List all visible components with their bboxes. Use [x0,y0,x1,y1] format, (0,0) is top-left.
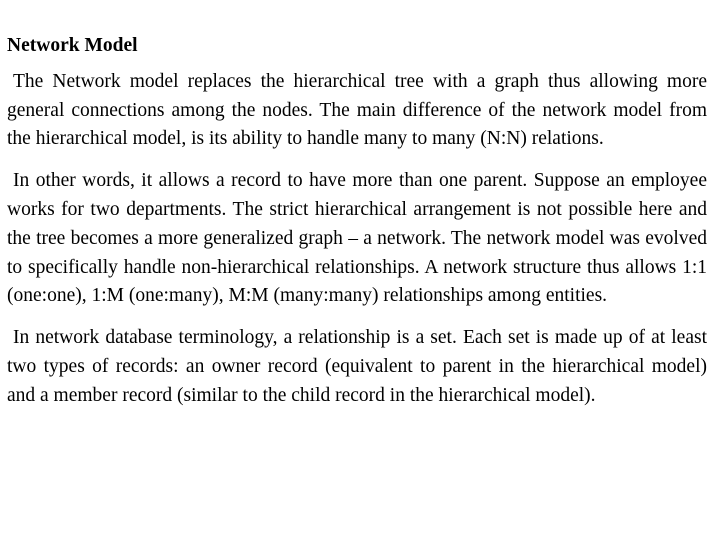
paragraph-set-terminology: In network database terminology, a relationship is a set. Each set is made up of at least two types of records: an owner record (equivalent to parent in the hierarchical model) and a member record (similar to the child record in the hierarchical model). [7,327,707,406]
paragraph-multiple-parents: In other words, it allows a record to have more than one parent. Suppose an employee works for two departments. The strict hierarchical arrangement is not possible here and the tree becomes a more generalized graph – a network. The network model was evolved to specifically handle non-hierarchical relationships. A network structure thus allows 1:1 (one:one), 1:M (one:many), M:M (many:many) relationships among entities. [7,170,707,307]
paragraph-network-model-intro: The Network model replaces the hierarchical tree with a graph thus allowing more general connections among the nodes. The main difference of the network model from the hierarchical model, is its ability to handle many to many (N:N) relations. [7,70,707,150]
document-page [7,32,707,411]
page-title: Network Model [7,35,138,56]
